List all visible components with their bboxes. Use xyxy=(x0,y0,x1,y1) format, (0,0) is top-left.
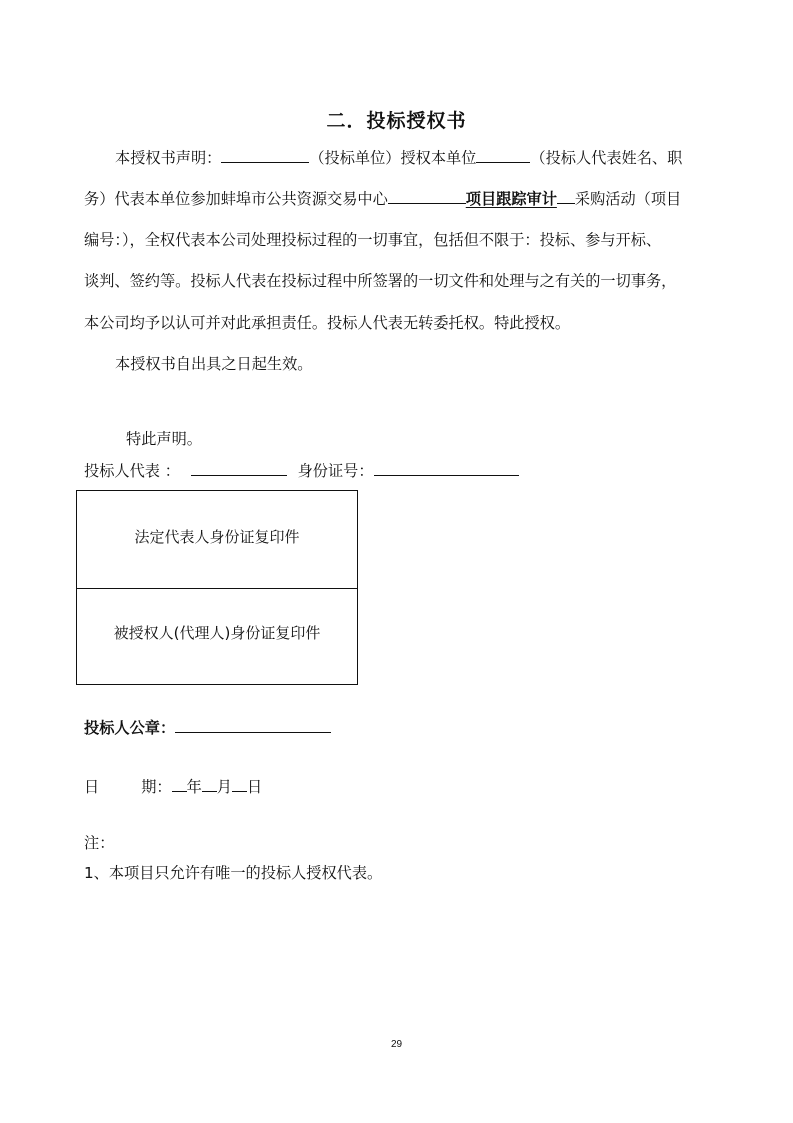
seal-label: 投标人公章： xyxy=(84,719,176,737)
para1-line1 xyxy=(115,147,682,169)
date-label-ri: 日 xyxy=(84,778,100,796)
seal-field[interactable] xyxy=(175,717,331,733)
month-label: 月 xyxy=(216,778,232,796)
day-field[interactable] xyxy=(232,776,247,792)
legal-rep-id-copy-cell: 法定代表人身份证复印件 xyxy=(134,528,300,546)
seal-line xyxy=(84,717,331,739)
text-represent: 务）代表本单位参加蚌埠市公共资源交易中心 xyxy=(84,190,388,208)
blank-rep-name[interactable] xyxy=(476,147,530,163)
para1-line4: 谈判、签约等。投标人代表在投标过程中所签署的一切文件和处理与之有关的一切事务， xyxy=(84,272,677,290)
blank-before-project[interactable] xyxy=(388,188,466,204)
page-title: 二．投标授权书 xyxy=(326,110,467,132)
id-copy-box xyxy=(76,490,358,685)
date-label-qi: 期： xyxy=(141,778,172,796)
page-number: 29 xyxy=(390,1039,403,1050)
rep-line xyxy=(84,460,519,482)
para1-line2 xyxy=(84,188,681,210)
text-procurement: 采购活动（项目 xyxy=(574,190,682,208)
month-field[interactable] xyxy=(202,776,217,792)
blank-after-project[interactable] xyxy=(557,188,575,204)
year-field[interactable] xyxy=(172,776,187,792)
date-line xyxy=(84,776,262,798)
text-authorize: （投标单位）授权本单位 xyxy=(309,149,477,167)
note-item-1: 1、本项目只允许有唯一的投标人授权代表。 xyxy=(84,864,383,882)
box-divider xyxy=(77,588,357,589)
para2: 本授权书自出具之日起生效。 xyxy=(115,355,313,373)
year-label: 年 xyxy=(186,778,202,796)
project-name: 项目跟踪审计 xyxy=(465,190,557,208)
agent-id-copy-cell: 被授权人(代理人)身份证复印件 xyxy=(113,624,321,642)
text-rep-info: （投标人代表姓名、职 xyxy=(530,149,683,167)
declaration: 特此声明。 xyxy=(126,430,202,448)
blank-bidder-unit[interactable] xyxy=(221,147,309,163)
rep-name-field[interactable] xyxy=(191,460,287,476)
text-declaration-intro: 本授权书声明： xyxy=(115,149,222,167)
day-label: 日 xyxy=(246,778,263,796)
id-number-field[interactable] xyxy=(374,460,519,476)
para1-line3: 编号：），全权代表本公司处理投标过程的一切事宜，包括但不限于：投标、参与开标、 xyxy=(84,231,662,249)
id-label: 身份证号： xyxy=(297,462,374,480)
note-title: 注： xyxy=(84,834,115,852)
rep-label: 投标人代表 ： xyxy=(84,462,180,480)
para1-line5: 本公司均予以认可并对此承担责任。投标人代表无转委托权。特此授权。 xyxy=(84,314,570,332)
